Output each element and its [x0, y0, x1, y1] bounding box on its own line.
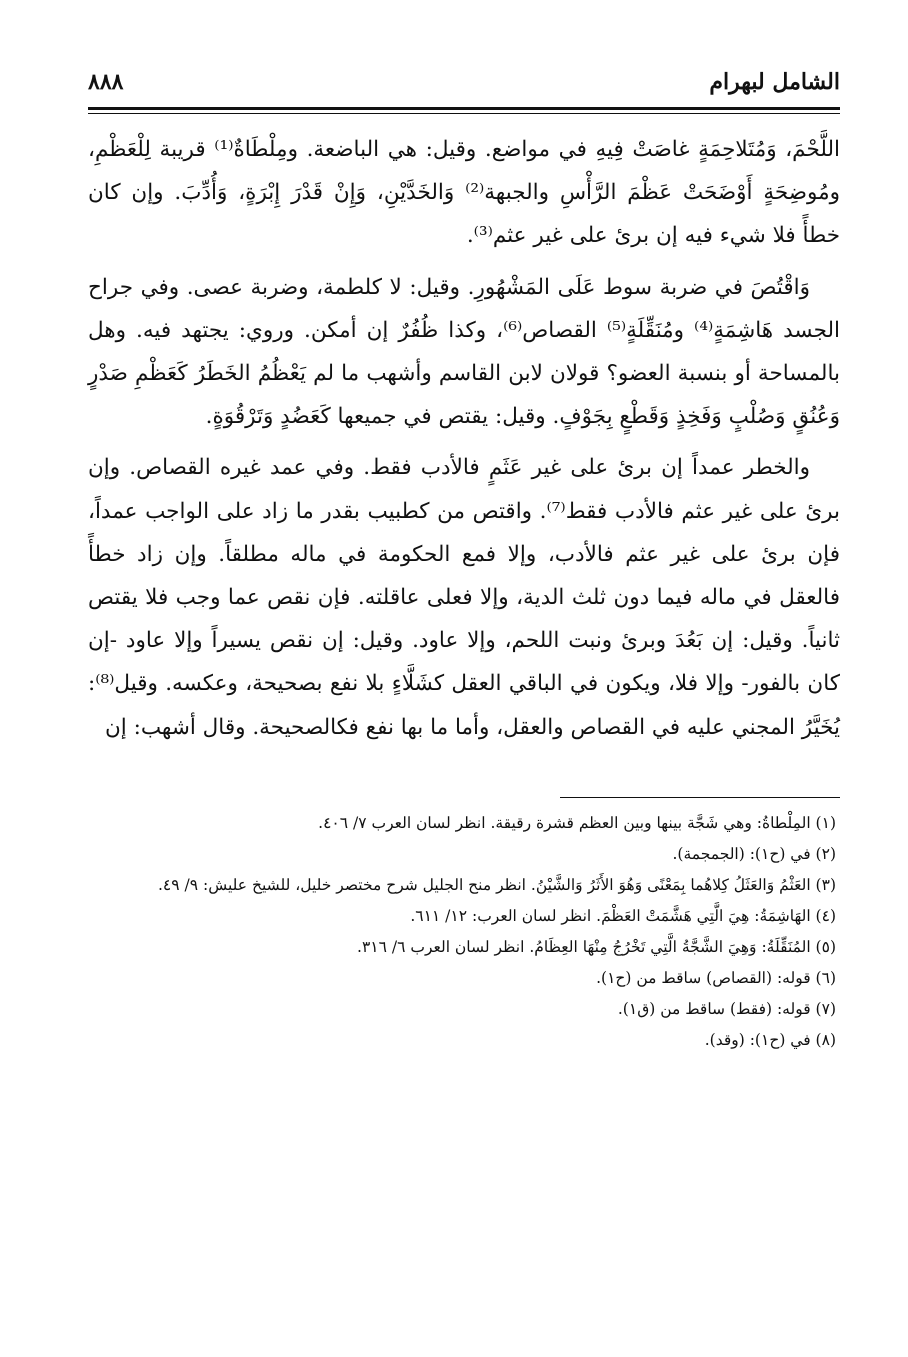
paragraph: اللَّحْمَ، وَمُتَلاحِمَةٍ غاصَتْ فِيهِ في مواضع. وقيل: هي الباضعة. ومِلْطَاةٌ⁽¹⁾ قريبة لِلْعَظْمِ، ومُوضِحَةٍ أَوْضَحَتْ عَظْمَ الرَّأْسِ والجبهة⁽²⁾ وَالخَدَّيْنِ، وَإِنْ قَدْرَ إِبْرَةٍ، وَأُدِّبَ. وإن كان خطأً فلا شيء فيه إن برئ على غير عثم⁽³⁾. [88, 137, 840, 249]
page-number: ٨٨٨ [88, 69, 124, 95]
header-rule-thin [88, 113, 840, 114]
running-header [88, 55, 840, 107]
footnote: (٤) الهَاشِمَةُ: هِيَ الَّتِي هَشَّمَتْ العَظْمَ. انظر لسان العرب: ١٢/ ٦١١. [410, 906, 836, 925]
footnote-separator [560, 797, 840, 798]
footnote: (٦) قوله: (القصاص) ساقط من (ح١). [596, 968, 836, 987]
header-rule-thick [88, 107, 840, 110]
footnote: (٣) العَثْمُ وَالعَثَلُ كِلاهُما بِمَعْنًى وَهُوَ الأَثَرُ وَالشَّيْنُ. انظر منح الجليل شرح مختصر خليل، للشيخ عليش: ٩/ ٤٩. [157, 875, 836, 894]
main-text [88, 128, 840, 749]
paragraph: وَاقْتُصَ في ضربة سوط عَلَى المَشْهُورِ. وقيل: لا كلطمة، وضربة عصى. وفي جراح الجسد هَاشِمَةٍ⁽⁴⁾ ومُنَقِّلَةٍ⁽⁵⁾ القصاص⁽⁶⁾، وكذا ظُفُرٌ إن أمكن. وروي: يجتهد فيه. وهل بالمساحة أو بنسبة العضو؟ قولان لابن القاسم وأشهب ما لم يَعْظُمُ الخَطَرُ كَعَظْمِ صَدْرٍ وَعُنُقٍ وَصُلْبٍ وَفَخِذٍ وَقَطْعٍ بِجَوْفٍ. وقيل: يقتص في جميعها كَعَضُدٍ وَتَرْقُوَةٍ. [88, 274, 841, 430]
footnote: (١) المِلْطاةُ: وهي شَجَّة بينها وبين العظم قشرة رقيقة. انظر لسان العرب ٧/ ٤٠٦. [318, 813, 836, 832]
book-page [88, 55, 840, 1315]
running-title: الشامل لبهرام [709, 69, 840, 95]
footnote: (٢) في (ح١): (الجمجمة). [672, 844, 836, 863]
footnote: (٨) في (ح١): (وقد). [704, 1030, 836, 1049]
paragraph: والخطر عمداً إن برئ على غير عَثَمٍ فالأدب فقط. وفي عمد غيره القصاص. وإن برئ على غير عثم فالأدب فقط⁽⁷⁾. واقتص من كطبيب بقدر ما زاد على الواجب عمداً، فإن برئ على غير عثم فالأدب، وإلا فمع الحكومة في ماله مطلقاً. وإن زاد خطأً فالعقل في ماله فيما دون ثلث الدية، وإلا فعلى عاقلته. فإن نقص عما وجب فلا يقتص ثانياً. وقيل: إن بَعُدَ وبرئ ونبت اللحم، وإلا عاود. وقيل: إن نقص يسيراً وإلا عاود -إن كان بالفور- وإلا فلا، ويكون في الباقي العقل كشَلَّاءٍ بلا نفع بصحيحة، وعكسه. وقيل⁽⁸⁾: يُخَيَّرُ المجني عليه في القصاص والعقل، وأما ما بها نفع فكالصحيحة. وقال أشهب: إن [88, 455, 840, 740]
footnotes [88, 808, 840, 1056]
footnote: (٧) قوله: (فقط) ساقط من (ق١). [617, 999, 836, 1018]
footnote: (٥) المُنَقِّلَةُ: وَهِيَ الشَّجَّةُ الَّتِي تَخْرُجُ مِنْهَا العِظَامُ. انظر لسان العرب ٦/ ٣١٦. [357, 937, 836, 956]
